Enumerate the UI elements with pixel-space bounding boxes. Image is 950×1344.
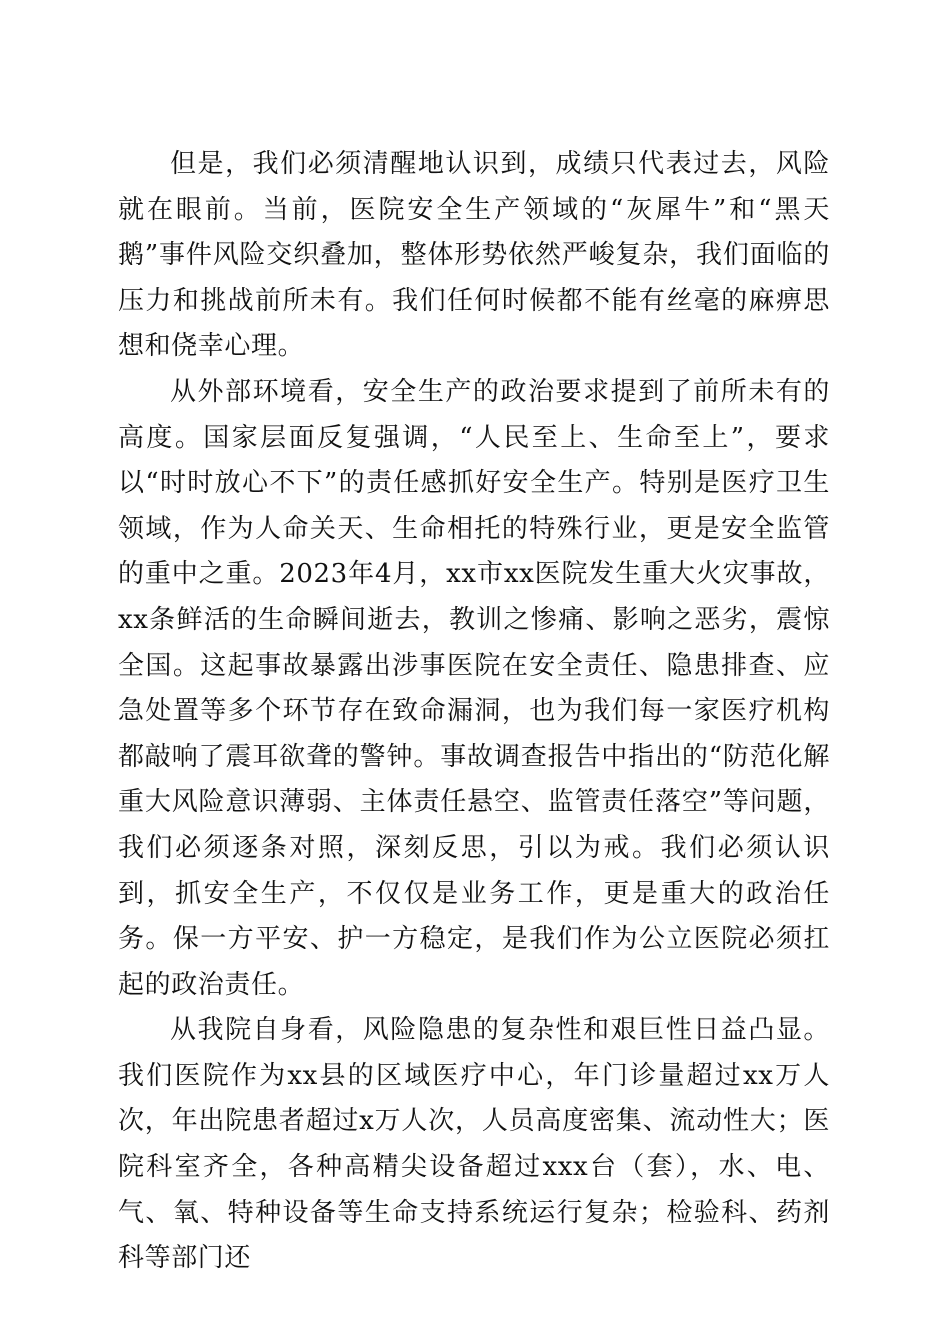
- paragraph-external-environment: 从外部环境看，安全生产的政治要求提到了前所未有的高度。国家层面反复强调，“人民至上、生命至上”，要求以“时时放心不下”的责任感抓好安全生产。特别是医疗卫生领域，作为人命关天、生命相托的特殊行业，更是安全监管的重中之重。2023年4月，xx市xx医院发生重大火灾事故，xx条鲜活的生命瞬间逝去，教训之惨痛、影响之恶劣，震惊全国。这起事故暴露出涉事医院在安全责任、隐患排查、应急处置等多个环节存在致命漏洞，也为我们每一家医疗机构都敲响了震耳欲聋的警钟。事故调查报告中指出的“防范化解重大风险意识薄弱、主体责任悬空、监管责任落空”等问题，我们必须逐条对照，深刻反思，引以为戒。我们必须认识到，抓安全生产，不仅仅是业务工作，更是重大的政治任务。保一方平安、护一方稳定，是我们作为公立医院必须扛起的政治责任。: [118, 376, 830, 1000]
- document-body: [118, 142, 830, 1282]
- paragraph-risk-ahead: 但是，我们必须清醒地认识到，成绩只代表过去，风险就在眼前。当前，医院安全生产领域的“灰犀牛”和“黑天鹅”事件风险交织叠加，整体形势依然严峻复杂，我们面临的压力和挑战前所未有。我们任何时候都不能有丝毫的麻痹思想和侥幸心理。: [118, 149, 830, 362]
- paragraph-hospital-internal: 从我院自身看，风险隐患的复杂性和艰巨性日益凸显。我们医院作为xx县的区域医疗中心，年门诊量超过xx万人次，年出院患者超过x万人次，人员高度密集、流动性大；医院科室齐全，各种高精尖设备超过xxx台（套），水、电、气、氧、特种设备等生命支持系统运行复杂；检验科、药剂科等部门还: [118, 1015, 830, 1274]
